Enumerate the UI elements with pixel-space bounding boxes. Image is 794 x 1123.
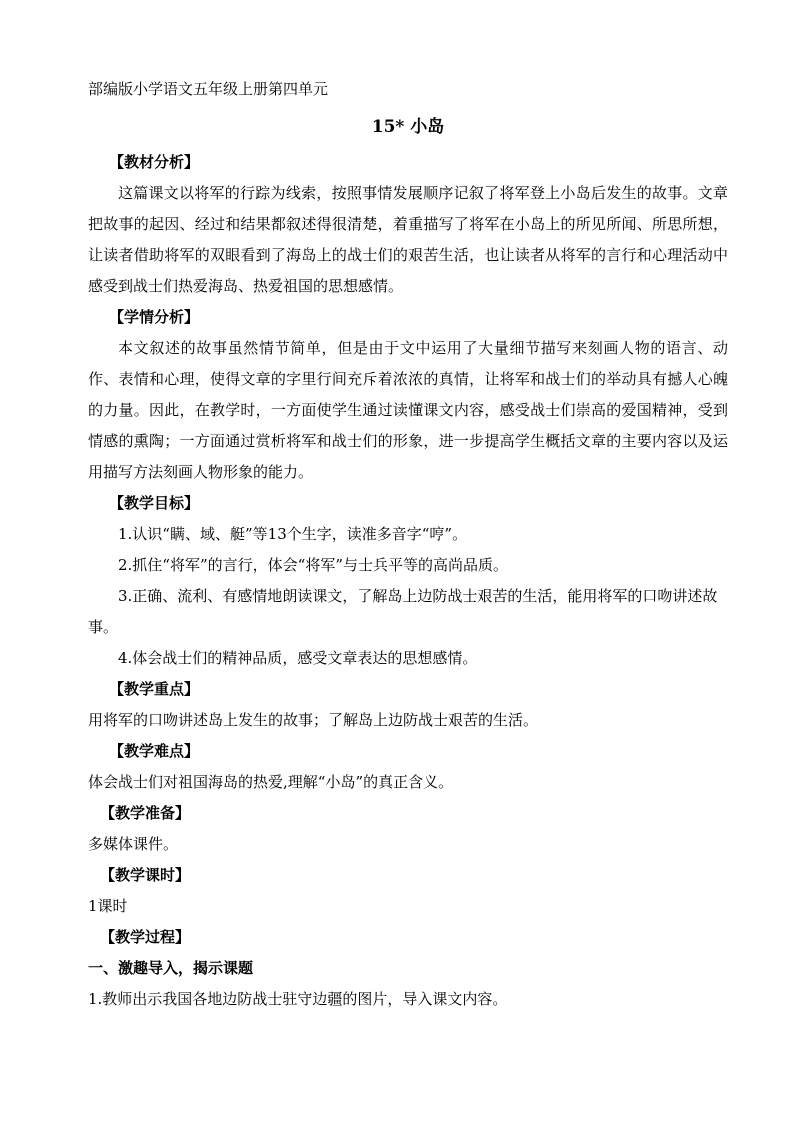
document-header: 部编版小学语文五年级上册第四单元 <box>88 80 329 98</box>
objective-item-4: 4.体会战士们的精神品质，感受文章表达的思想感情。 <box>118 649 478 667</box>
paragraph-preparation: 多媒体课件。 <box>88 835 179 853</box>
paragraph-class-hours: 1课时 <box>88 897 128 915</box>
process-subheading-1: 一、激趣导入，揭示课题 <box>88 959 254 977</box>
paragraph-key-points: 用将军的口吻讲述岛上发生的故事；了解岛上边防战士艰苦的生活。 <box>88 711 539 729</box>
section-heading-process: 【教学过程】 <box>100 928 191 946</box>
process-item-1: 1.教师出示我国各地边防战士驻守边疆的图片，导入课文内容。 <box>88 990 508 1008</box>
document-title: 15* 小岛 <box>371 117 445 137</box>
paragraph-difficulties: 体会战士们对祖国海岛的热爱,理解“小岛”的真正含义。 <box>88 773 454 791</box>
section-heading-difficulties: 【教学难点】 <box>109 742 200 760</box>
objective-item-1: 1.认识“瞒、域、艇”等13个生字，读准多音字“哼”。 <box>118 525 468 543</box>
paragraph-student-analysis: 本文叙述的故事虽然情节简单，但是由于文中运用了大量细节描写来刻画人物的语言、动作、表情和心理，使得文章的字里行间充斥着浓浓的真情，让将军和战士们的举动具有撼人心魄的力量。因此，在教学时，一方面使学生通过读懂课文内容，感受战士们崇高的爱国精神，受到情感的熏陶；一方面通过赏析将军和战士们的形象，进一步提高学生概括文章的主要内容以及运用描写方法刻画人物形象的能力。 <box>88 339 728 481</box>
objective-item-3: 3.正确、流利、有感情地朗读课文，了解岛上边防战士艰苦的生活，能用将军的口吻讲述故事。 <box>88 587 718 636</box>
section-heading-student-analysis: 【学情分析】 <box>109 308 200 326</box>
document-content <box>88 74 728 1015</box>
paragraph-textbook-analysis: 这篇课文以将军的行踪为线索，按照事情发展顺序记叙了将军登上小岛后发生的故事。文章把故事的起因、经过和结果都叙述得很清楚，着重描写了将军在小岛上的所见所闻、所思所想，让读者借助将军的双眼看到了海岛上的战士们的艰苦生活，也让读者从将军的言行和心理活动中感受到战士们热爱海岛、热爱祖国的思想感情。 <box>88 184 728 295</box>
section-heading-preparation: 【教学准备】 <box>100 804 191 822</box>
section-heading-key-points: 【教学重点】 <box>109 680 200 698</box>
section-heading-textbook-analysis: 【教材分析】 <box>109 153 200 171</box>
objective-item-2: 2.抓住“将军”的言行，体会“将军”与士兵平等的高尚品质。 <box>118 556 508 574</box>
section-heading-class-hours: 【教学课时】 <box>100 866 191 884</box>
section-heading-objectives: 【教学目标】 <box>109 494 200 512</box>
